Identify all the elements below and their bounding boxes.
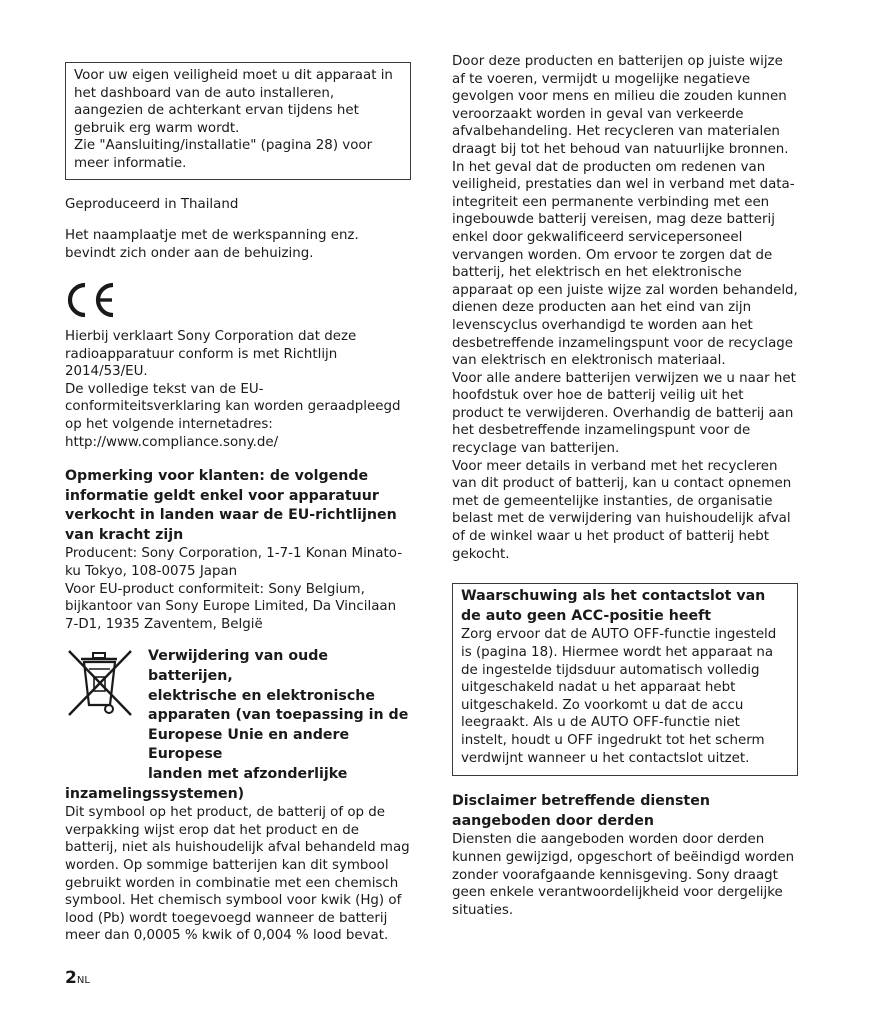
page-number bbox=[65, 970, 90, 990]
compliance-url: http://www.compliance.sony.de/ bbox=[65, 434, 279, 450]
ce-full-text-note: De volledige tekst van de EU-conformiteitsverklaring kan worden geraadpleegd op het volgende internetadres: bbox=[65, 381, 401, 432]
nameplate-text: Het naamplaatje met de werkspanning enz. bevindt zich onder aan de behuizing. bbox=[65, 228, 359, 261]
right-column bbox=[452, 53, 798, 919]
safety-notice-text: Voor uw eigen veiligheid moet u dit apparaat in het dashboard van de auto installeren, aangezien de achterkant ervan tijdens het gebruik erg warm wordt. bbox=[74, 68, 393, 136]
disclaimer-text: Diensten die aangeboden worden door derden kunnen gewijzigd, opgeschort of beëindigd worden zonder voorafgaande kennisgeving. Sony draagt geen enkele verantwoordelijkheid voor dergelijke situaties. bbox=[452, 832, 795, 918]
disposal-heading-line: Verwijdering van oude batterijen, bbox=[148, 648, 328, 685]
acc-warning-box bbox=[452, 583, 798, 776]
eu-notice-heading: Opmerking voor klanten: de volgende informatie geldt enkel voor apparatuur verkocht in landen waar de EU-richtlijnen van kracht zijn bbox=[65, 468, 397, 543]
disposal-continued-1: Door deze producten en batterijen op juiste wijze af te voeren, vermijdt u mogelijke negatieve gevolgen voor mens en milieu die zouden kunnen veroorzaakt worden in geval van verkeerde afvalbehandeling. Het recycleren van materialen draagt bij tot het behoud van natuurlijke bronnen. bbox=[452, 54, 789, 157]
acc-warning-text: Zorg ervoor dat de AUTO OFF-functie ingesteld is (pagina 18). Hiermee wordt het apparaat na de ingestelde tijdsduur automatisch volledig uitgeschakeld nadat u het apparaat hebt uitgeschakeld. Zo voorkomt u dat de accu leegraakt. Als u de AUTO OFF-functie niet instelt, houdt u OFF ingedrukt tot het scherm verdwijnt wanneer u het contactslot uitzet. bbox=[461, 627, 777, 766]
left-column bbox=[65, 62, 411, 945]
page-number-value: 2 bbox=[65, 968, 77, 988]
disposal-heading-line: Europese Unie en andere Europese bbox=[148, 726, 350, 763]
eu-conformity-text: Voor EU-product conformiteit: Sony Belgium, bijkantoor van Sony Europe Limited, Da Vincilaan 7-D1, 1935 Zaventem, België bbox=[65, 581, 397, 632]
disposal-heading-line: inzamelingssystemen) bbox=[65, 785, 245, 802]
producer-text: Producent: Sony Corporation, 1-7-1 Konan Minato-ku Tokyo, 108-0075 Japan bbox=[65, 546, 403, 580]
disposal-heading-line: apparaten (van toepassing in de bbox=[148, 707, 409, 724]
safety-notice-reference: Zie "Aansluiting/installatie" (pagina 28) voor meer informatie. bbox=[74, 138, 373, 171]
safety-notice-box bbox=[65, 62, 411, 180]
ce-declaration-text: Hierbij verklaart Sony Corporation dat deze radioapparatuur conform is met Richtlijn 2014/53/EU. bbox=[65, 328, 357, 380]
ce-mark-icon bbox=[65, 282, 117, 318]
disclaimer-heading: Disclaimer betreffende diensten aangeboden door derden bbox=[452, 793, 710, 829]
disposal-heading-line: elektrische en elektronische bbox=[148, 687, 375, 704]
disposal-continued-4: Voor meer details in verband met het recycleren van dit product of batterij, kan u contact opnemen met de gemeentelijke instanties, de organisatie belast met de verwijdering van huishoudelijk afval of de winkel waar u het product of batterij hebt gekocht. bbox=[452, 458, 792, 562]
crossed-out-wheeled-bin-icon bbox=[65, 647, 135, 719]
disposal-continued-3: Voor alle andere batterijen verwijzen we u naar het hoofdstuk over hoe de batterij veilig uit het product te verwijderen. Overhandig de batterij aan het desbetreffende inzamelingspunt voor de recyclage van batterijen. bbox=[452, 370, 796, 457]
disposal-section bbox=[65, 647, 411, 945]
disposal-continued-2: In het geval dat de producten om redenen van veiligheid, prestaties dan wel in verband met data-integriteit een permanente verbinding met een ingebouwde batterij vereisen, mag deze batterij enkel door gekwalificeerd servicepersoneel vervangen worden. Om ervoor te zorgen dat de batterij, het elektrisch en het elektronische apparaat op een juiste wijze zal worden behandeld, dienen deze producten aan het eind van zijn levenscyclus overhandigd te worden aan het desbetreffende inzamelingspunt voor de recyclage van elektrisch en elektronisch materiaal. bbox=[452, 159, 798, 369]
disposal-heading-line: landen met afzonderlijke bbox=[148, 766, 348, 782]
made-in-text: Geproduceerd in Thailand bbox=[65, 196, 239, 212]
acc-warning-heading: Waarschuwing als het contactslot van de auto geen ACC-positie heeft bbox=[461, 588, 766, 624]
page-language: NL bbox=[76, 975, 90, 986]
disposal-text: Dit symbool op het product, de batterij of op de verpakking wijst erop dat het product en de batterij, niet als huishoudelijk afval behandeld mag worden. Op sommige batterijen kan dit symbool gebruikt worden in combinatie met een chemisch symbool. Het chemisch symbool voor kwik (Hg) of lood (Pb) wordt toegevoegd wanneer de batterij meer dan 0,0005 % kwik of 0,004 % lood bevat. bbox=[65, 805, 410, 944]
